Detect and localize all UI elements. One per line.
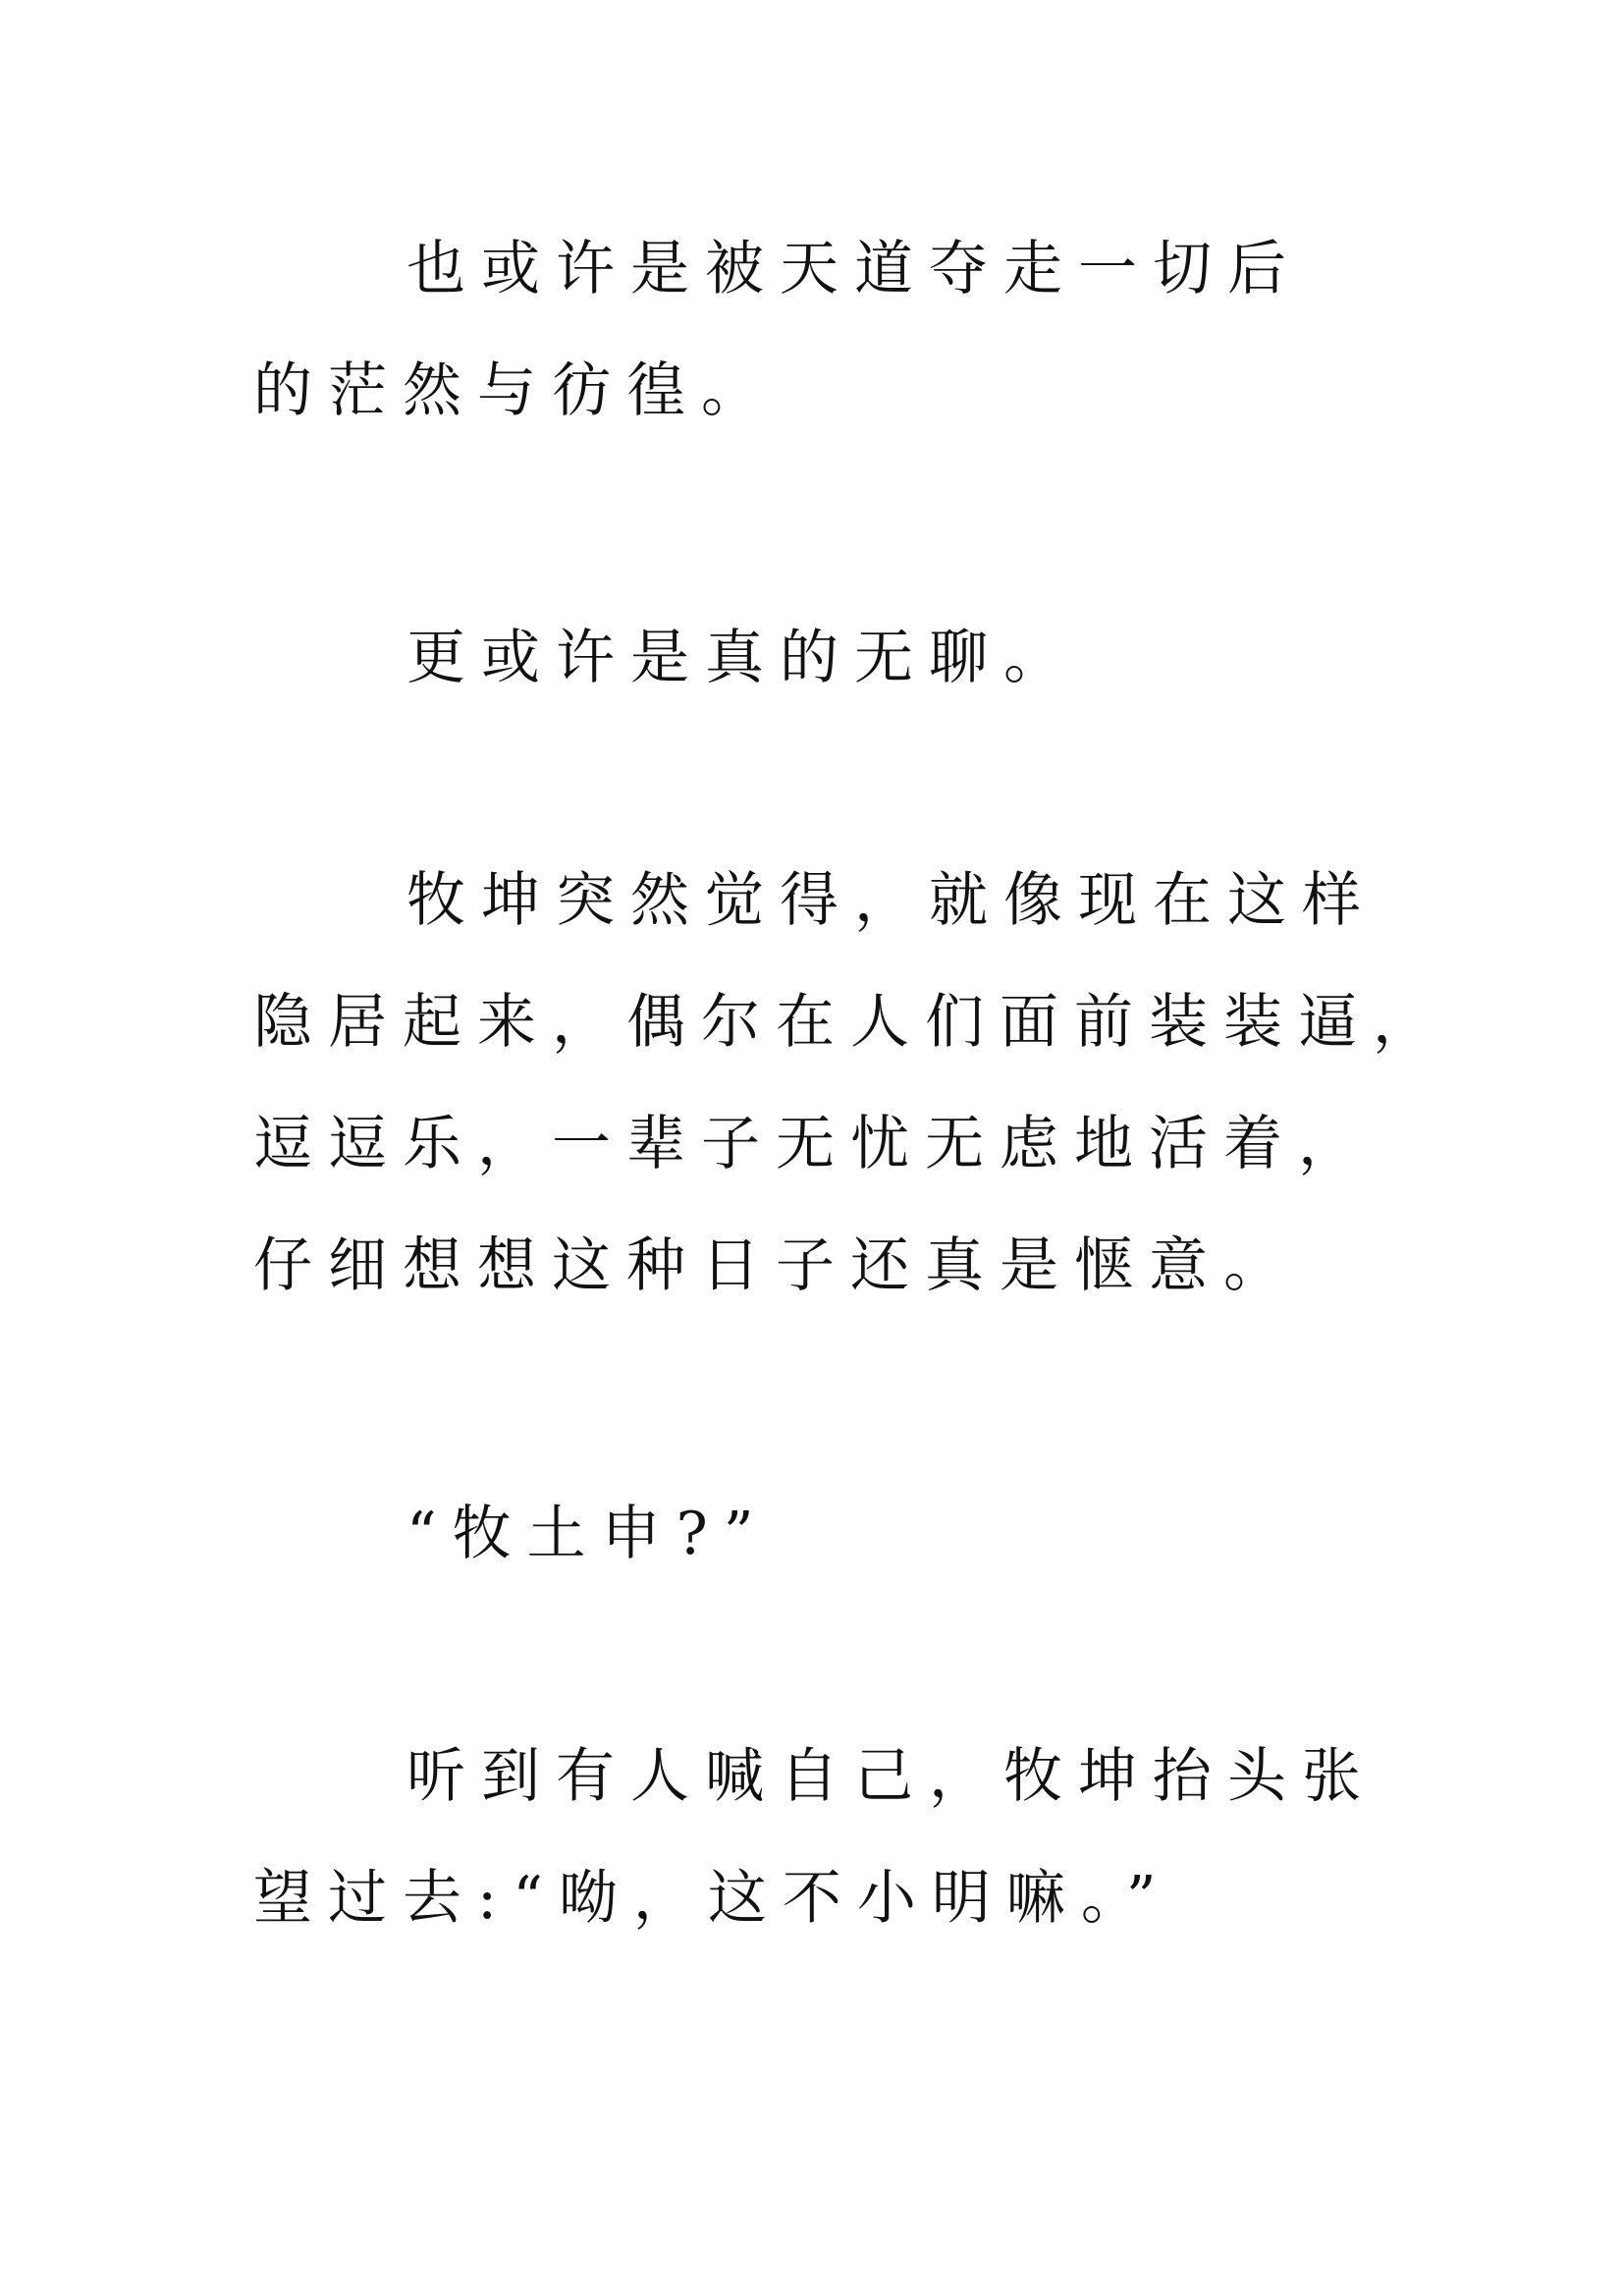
paragraph-line: 更或许是真的无聊。 <box>406 624 1078 692</box>
paragraph-line: 仔细想想这种日子还真是惬意。 <box>253 1231 1298 1300</box>
paragraph-line: 逗逗乐，一辈子无忧无虑地活着， <box>253 1110 1373 1178</box>
paragraph-line: 牧坤突然觉得，就像现在这样 <box>406 866 1377 935</box>
paragraph-line: “牧土申?” <box>406 1500 770 1568</box>
paragraph-line: 听到有人喊自己，牧坤抬头张 <box>406 1742 1377 1811</box>
paragraph-line: 隐居起来，偶尔在人们面前装装逼， <box>253 988 1447 1057</box>
paragraph-line: 也或许是被天道夺走一切后 <box>406 235 1302 303</box>
paragraph-line: 望过去:“呦，这不小明嘛。” <box>253 1864 1172 1933</box>
paragraph-line: 的茫然与彷徨。 <box>253 356 776 425</box>
